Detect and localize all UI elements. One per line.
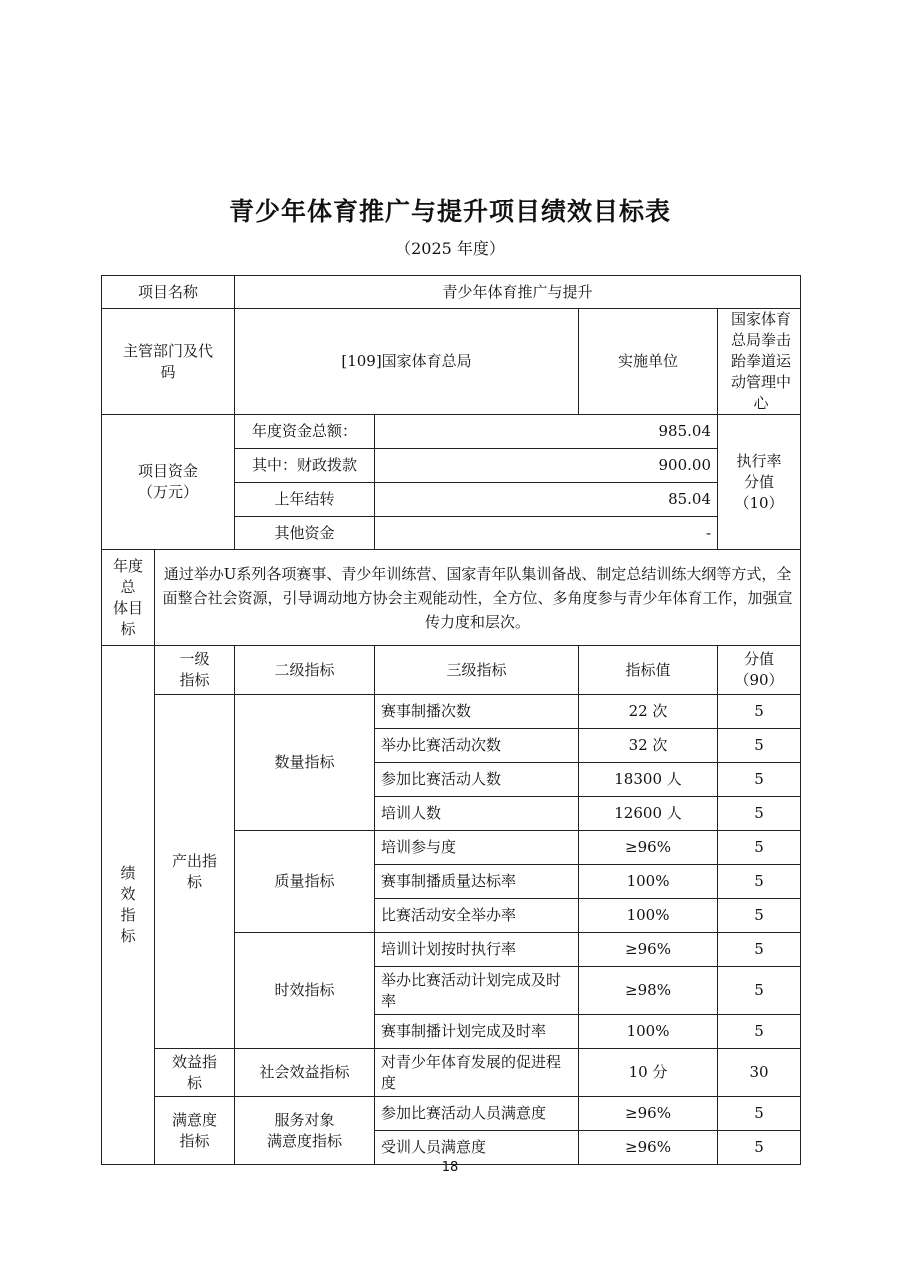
indicator-score: 5 (718, 1097, 801, 1131)
indicator-name: 比赛活动安全举办率 (375, 899, 579, 933)
department-row (102, 309, 801, 415)
annual-goal-label: 年度 总 体目 标 (102, 550, 155, 646)
implementing-unit-label: 实施单位 (579, 309, 718, 415)
indicator-score: 5 (718, 729, 801, 763)
indicator-score: 5 (718, 763, 801, 797)
indicator-value: 12600 人 (579, 797, 718, 831)
header-level2: 二级指标 (235, 646, 375, 695)
indicator-score: 5 (718, 797, 801, 831)
social-benefit-label: 社会效益指标 (235, 1049, 375, 1097)
indicator-score: 5 (718, 967, 801, 1015)
indicator-score: 5 (718, 1131, 801, 1165)
indicator-value: 32 次 (579, 729, 718, 763)
output-indicator-label: 产出指 标 (155, 695, 235, 1049)
table-row (102, 695, 801, 729)
indicator-score: 5 (718, 831, 801, 865)
indicator-name: 参加比赛活动人数 (375, 763, 579, 797)
indicator-name: 培训计划按时执行率 (375, 933, 579, 967)
project-name-row (102, 276, 801, 309)
indicator-score: 5 (718, 933, 801, 967)
header-level1: 一级 指标 (155, 646, 235, 695)
page-number: 18 (441, 1160, 459, 1175)
indicator-name: 培训参与度 (375, 831, 579, 865)
indicator-name: 受训人员满意度 (375, 1131, 579, 1165)
header-score: 分值 （90） (718, 646, 801, 695)
department-label: 主管部门及代 码 (102, 309, 235, 415)
project-name-value: 青少年体育推广与提升 (235, 276, 801, 309)
implementing-unit-value-line: 国家体育总局拳击跆拳道运 (731, 310, 792, 370)
service-satisfaction-label: 服务对象 满意度指标 (235, 1097, 375, 1165)
funds-row-total (102, 415, 801, 449)
indicator-value: 22 次 (579, 695, 718, 729)
header-value: 指标值 (579, 646, 718, 695)
quality-indicator-label: 质量指标 (235, 831, 375, 933)
indicator-value: 100% (579, 899, 718, 933)
project-name-label: 项目名称 (102, 276, 235, 309)
funds-fiscal-value: 900.00 (375, 449, 718, 483)
indicator-score: 5 (718, 865, 801, 899)
indicator-header-row (102, 646, 801, 695)
funds-total-value: 985.04 (375, 415, 718, 449)
indicator-value: ≥96% (579, 831, 718, 865)
indicator-name: 对青少年体育发展的促进程度 (375, 1049, 579, 1097)
annual-goal-row (102, 550, 801, 646)
performance-target-table (101, 275, 801, 1165)
performance-indicator-side-label: 绩 效 指 标 (102, 646, 155, 1165)
funds-carryover-value: 85.04 (375, 483, 718, 517)
table-row (102, 1097, 801, 1131)
funds-label: 项目资金 （万元） (102, 415, 235, 550)
funds-other-value: - (375, 517, 718, 550)
execution-rate-score: 执行率 分值 （10） (718, 415, 801, 550)
funds-carryover-label: 上年结转 (235, 483, 375, 517)
document-title: 青少年体育推广与提升项目绩效目标表 (228, 197, 671, 226)
indicator-name: 举办比赛活动次数 (375, 729, 579, 763)
funds-other-label: 其他资金 (235, 517, 375, 550)
indicator-value: 18300 人 (579, 763, 718, 797)
indicator-value: ≥96% (579, 933, 718, 967)
implementing-unit-value-line: 动管理中心 (731, 373, 792, 412)
header-level3: 三级指标 (375, 646, 579, 695)
satisfaction-indicator-label: 满意度 指标 (155, 1097, 235, 1165)
indicator-score: 5 (718, 695, 801, 729)
document-subtitle: （2025 年度） (395, 239, 505, 258)
indicator-value: 100% (579, 865, 718, 899)
department-value: [109]国家体育总局 (235, 309, 579, 415)
indicator-value: 100% (579, 1015, 718, 1049)
indicator-score: 5 (718, 899, 801, 933)
indicator-name: 参加比赛活动人员满意度 (375, 1097, 579, 1131)
indicator-name: 培训人数 (375, 797, 579, 831)
implementing-unit-value (718, 309, 801, 415)
indicator-score: 5 (718, 1015, 801, 1049)
table-row (102, 1049, 801, 1097)
indicator-name: 赛事制播质量达标率 (375, 865, 579, 899)
indicator-value: 10 分 (579, 1049, 718, 1097)
benefit-indicator-label: 效益指 标 (155, 1049, 235, 1097)
quantity-indicator-label: 数量指标 (235, 695, 375, 831)
indicator-name: 赛事制播次数 (375, 695, 579, 729)
funds-total-label: 年度资金总额： (235, 415, 375, 449)
indicator-name: 赛事制播计划完成及时率 (375, 1015, 579, 1049)
annual-goal-text: 通过举办U系列各项赛事、青少年训练营、国家青年队集训备战、制定总结训练大纲等方式，全面整合社会资源，引导调动地方协会主观能动性，全方位、多角度参与青少年体育工作，加强宣传力度和层次。 (155, 550, 801, 646)
indicator-name: 举办比赛活动计划完成及时率 (375, 967, 579, 1015)
indicator-value: ≥98% (579, 967, 718, 1015)
indicator-score: 30 (718, 1049, 801, 1097)
funds-fiscal-label: 其中：财政拨款 (235, 449, 375, 483)
indicator-value: ≥96% (579, 1097, 718, 1131)
indicator-value: ≥96% (579, 1131, 718, 1165)
timeliness-indicator-label: 时效指标 (235, 933, 375, 1049)
